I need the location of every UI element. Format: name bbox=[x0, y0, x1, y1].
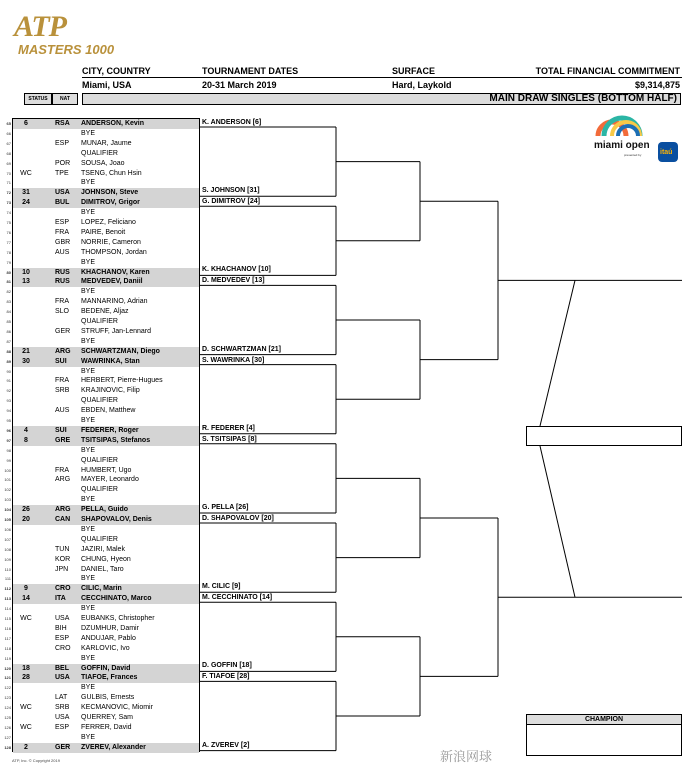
entry-status: 26 bbox=[22, 506, 30, 514]
entry-nationality: GRE bbox=[55, 436, 71, 444]
draw-position: 70 bbox=[6, 170, 11, 176]
draw-position: 120 bbox=[4, 665, 11, 671]
entry-player-name: ANDUJAR, Pablo bbox=[81, 634, 136, 642]
entry-player-name: KHACHANOV, Karen bbox=[81, 268, 150, 276]
draw-position: 81 bbox=[6, 279, 11, 285]
draw-position: 72 bbox=[6, 190, 11, 196]
atp-logo-text: ATP bbox=[14, 10, 67, 43]
entry-player-name: LOPEZ, Feliciano bbox=[81, 219, 136, 226]
entry-nationality: CRO bbox=[55, 585, 71, 593]
surface-label: SURFACE bbox=[392, 66, 436, 76]
entry-player-name: QUALIFIER bbox=[81, 397, 118, 405]
entry-status: 28 bbox=[22, 674, 30, 682]
entry-player-name: TSENG, Chun Hsin bbox=[81, 169, 142, 177]
entry-player-name: FERRER, David bbox=[81, 723, 132, 731]
entry-nationality: USA bbox=[55, 674, 70, 682]
draw-position: 98 bbox=[6, 447, 11, 453]
draw-position: 109 bbox=[4, 556, 11, 562]
entry-nationality: USA bbox=[55, 714, 70, 721]
draw-position: 114 bbox=[4, 606, 11, 612]
round-two-player: G. DIMITROV [24] bbox=[202, 198, 260, 206]
draw-position: 75 bbox=[6, 220, 11, 225]
draw-position: 97 bbox=[6, 437, 11, 443]
entry-player-name: TSITSIPAS, Stefanos bbox=[81, 436, 151, 444]
entry-status: 9 bbox=[24, 585, 28, 593]
entry-nationality: FRA bbox=[55, 377, 69, 385]
draw-position: 66 bbox=[6, 130, 11, 136]
draw-position: 122 bbox=[4, 685, 11, 691]
round-two-player: S. JOHNSON [31] bbox=[202, 187, 260, 195]
entry-nationality: CAN bbox=[55, 516, 71, 523]
draw-position: 76 bbox=[6, 229, 11, 235]
entry-nationality: RSA bbox=[55, 120, 70, 127]
entry-player-name: QUALIFIER bbox=[81, 149, 118, 157]
draw-position: 102 bbox=[4, 487, 11, 493]
entry-nationality: SUI bbox=[55, 357, 67, 365]
entry-status: 31 bbox=[22, 189, 30, 197]
entry-player-name: MANNARINO, Adrian bbox=[81, 298, 148, 306]
bracket-line bbox=[540, 446, 575, 597]
entry-player-name: FEDERER, Roger bbox=[81, 426, 139, 434]
draw-position: 113 bbox=[4, 596, 11, 602]
entry-player-name: NORRIE, Cameron bbox=[81, 238, 141, 246]
draw-position: 123 bbox=[4, 695, 11, 701]
round-two-player: G. PELLA [26] bbox=[202, 504, 249, 511]
bracket-line bbox=[540, 280, 575, 426]
round-two-player: D. SCHWARTZMAN [21] bbox=[202, 345, 281, 353]
draw-position: 85 bbox=[6, 319, 11, 324]
draw-position: 90 bbox=[6, 368, 11, 374]
draw-title: MAIN DRAW SINGLES (BOTTOM HALF) bbox=[82, 93, 681, 105]
entry-player-name: BYE bbox=[81, 367, 96, 375]
champion-label: CHAMPION bbox=[527, 715, 681, 725]
entry-status: 6 bbox=[24, 120, 28, 127]
draw-position: 116 bbox=[4, 625, 11, 631]
entry-nationality: ESP bbox=[55, 139, 70, 147]
draw-position: 126 bbox=[4, 724, 11, 730]
dates-label: TOURNAMENT DATES bbox=[202, 66, 299, 76]
entry-player-name: EBDEN, Matthew bbox=[81, 407, 136, 415]
entry-nationality: SRB bbox=[55, 704, 70, 712]
commitment-value: $9,314,875 bbox=[634, 80, 680, 90]
draw-position: 65 bbox=[6, 121, 11, 126]
status-column-header: STATUS bbox=[24, 93, 52, 105]
draw-position: 95 bbox=[6, 418, 11, 423]
surface-value: Hard, Laykold bbox=[392, 80, 452, 90]
entry-player-name: ZVEREV, Alexander bbox=[81, 743, 146, 751]
draw-position: 82 bbox=[6, 289, 11, 295]
draw-position: 96 bbox=[6, 427, 11, 433]
entry-player-name: QUALIFIER bbox=[81, 486, 118, 494]
entry-player-name: MEDVEDEV, Daniil bbox=[81, 278, 143, 286]
entry-player-name: BYE bbox=[81, 525, 96, 533]
draw-position: 106 bbox=[4, 526, 11, 532]
entry-status: 18 bbox=[22, 664, 30, 672]
entry-player-name: BYE bbox=[81, 417, 96, 424]
draw-position: 88 bbox=[6, 348, 11, 354]
entry-player-name: QUERREY, Sam bbox=[81, 714, 133, 721]
entry-player-name: GULBIS, Ernests bbox=[81, 694, 135, 702]
entry-nationality: RUS bbox=[55, 278, 70, 286]
partner-name: itaú bbox=[660, 149, 673, 156]
entry-player-name: KRAJINOVIC, Filip bbox=[81, 387, 140, 395]
entry-nationality: AUS bbox=[55, 248, 70, 256]
entry-status: 24 bbox=[22, 199, 30, 207]
draw-position: 103 bbox=[4, 497, 11, 503]
entry-player-name: ANDERSON, Kevin bbox=[81, 120, 145, 127]
entry-nationality: BIH bbox=[55, 624, 67, 632]
entry-nationality: TUN bbox=[55, 545, 70, 553]
city-label: CITY, COUNTRY bbox=[82, 66, 151, 76]
entry-status: WC bbox=[20, 723, 32, 731]
entry-player-name: MAYER, Leonardo bbox=[81, 476, 139, 484]
nat-column-header: NAT bbox=[52, 93, 78, 105]
entry-nationality: JPN bbox=[55, 565, 69, 573]
draw-position: 110 bbox=[4, 566, 11, 572]
entry-status: 10 bbox=[22, 268, 30, 276]
draw-position: 71 bbox=[6, 180, 11, 186]
draw-position: 105 bbox=[4, 517, 11, 522]
round-two-player: A. ZVEREV [2] bbox=[202, 741, 250, 749]
entry-status: WC bbox=[20, 704, 32, 712]
entry-player-name: BYE bbox=[81, 446, 96, 454]
entry-nationality: ARG bbox=[55, 347, 71, 355]
draw-position: 91 bbox=[6, 378, 11, 384]
entry-player-name: SHAPOVALOV, Denis bbox=[81, 516, 152, 523]
entry-player-name: PELLA, Guido bbox=[81, 506, 129, 514]
draw-position: 112 bbox=[4, 586, 11, 592]
entry-player-name: HERBERT, Pierre-Hugues bbox=[81, 377, 163, 385]
entry-player-name: KARLOVIC, Ivo bbox=[81, 644, 130, 652]
entry-nationality: SLO bbox=[55, 308, 70, 316]
round-two-player: F. TIAFOE [28] bbox=[202, 673, 250, 681]
entry-player-name: PAIRE, Benoit bbox=[81, 228, 126, 236]
entry-player-name: CECCHINATO, Marco bbox=[81, 595, 152, 603]
entry-player-name: BYE bbox=[81, 733, 96, 741]
draw-position: 128 bbox=[4, 744, 11, 750]
draw-position: 125 bbox=[4, 715, 11, 720]
entry-status: 20 bbox=[22, 516, 30, 523]
round-two-player: K. ANDERSON [6] bbox=[202, 119, 262, 126]
draw-position: 101 bbox=[4, 477, 11, 483]
entry-player-name: JOHNSON, Steve bbox=[81, 189, 139, 197]
draw-position: 79 bbox=[6, 259, 11, 265]
entry-nationality: USA bbox=[55, 189, 70, 197]
entry-player-name: BYE bbox=[81, 605, 96, 613]
entry-nationality: BUL bbox=[55, 199, 70, 207]
entry-nationality: POR bbox=[55, 159, 71, 167]
draw-position: 121 bbox=[4, 675, 11, 681]
draw-position: 80 bbox=[6, 269, 11, 275]
draw-position: 100 bbox=[4, 467, 11, 473]
draw-position: 86 bbox=[6, 328, 11, 334]
entry-nationality: ITA bbox=[55, 595, 66, 603]
entry-nationality: GER bbox=[55, 327, 71, 335]
draw-position: 111 bbox=[4, 576, 11, 582]
draw-position: 67 bbox=[6, 140, 11, 146]
draw-position: 124 bbox=[4, 705, 11, 711]
draw-position: 74 bbox=[6, 210, 11, 216]
entry-player-name: WAWRINKA, Stan bbox=[81, 357, 140, 365]
entry-nationality: ESP bbox=[55, 634, 70, 642]
draw-position: 77 bbox=[6, 239, 11, 245]
entry-nationality: FRA bbox=[55, 466, 69, 474]
draw-position: 99 bbox=[6, 457, 11, 463]
entry-player-name: BYE bbox=[81, 684, 96, 692]
entry-nationality: GBR bbox=[55, 238, 71, 246]
entry-player-name: DIMITROV, Grigor bbox=[81, 199, 140, 207]
entry-status: WC bbox=[20, 615, 32, 622]
copyright-footer: ATP, Inc. © Copyright 2019 bbox=[12, 758, 60, 763]
draw-position: 119 bbox=[4, 655, 11, 661]
entry-status: 21 bbox=[22, 347, 30, 355]
entry-nationality: FRA bbox=[55, 298, 69, 306]
entry-player-name: SOUSA, Joao bbox=[81, 159, 125, 167]
round-two-player: D. GOFFIN [18] bbox=[202, 662, 252, 670]
draw-position: 83 bbox=[6, 299, 11, 305]
draw-position: 68 bbox=[6, 150, 11, 156]
entry-status: 4 bbox=[24, 426, 28, 434]
entry-player-name: BYE bbox=[81, 337, 96, 345]
draw-position: 127 bbox=[4, 734, 11, 740]
entry-player-name: STRUFF, Jan-Lennard bbox=[81, 327, 152, 335]
entry-status: 30 bbox=[22, 357, 30, 365]
round-two-player: D. SHAPOVALOV [20] bbox=[202, 515, 274, 522]
draw-position: 115 bbox=[4, 616, 11, 621]
entry-nationality: SUI bbox=[55, 426, 67, 434]
entry-player-name: BYE bbox=[81, 179, 96, 187]
entry-nationality: LAT bbox=[55, 694, 68, 702]
entry-status: 14 bbox=[22, 595, 30, 603]
round-two-player: S. WAWRINKA [30] bbox=[202, 356, 265, 364]
entry-player-name: THOMPSON, Jordan bbox=[81, 248, 147, 256]
draw-position: 118 bbox=[4, 645, 11, 651]
entry-status: 8 bbox=[24, 436, 28, 444]
entry-player-name: BYE bbox=[81, 209, 96, 217]
entry-status: 13 bbox=[22, 278, 30, 286]
entry-nationality: GER bbox=[55, 743, 71, 751]
draw-position: 93 bbox=[6, 398, 11, 404]
entry-player-name: BYE bbox=[81, 129, 96, 137]
entry-player-name: CHUNG, Hyeon bbox=[81, 555, 131, 563]
weibo-watermark: 新浪网球 bbox=[440, 749, 493, 764]
entry-nationality: SRB bbox=[55, 387, 70, 395]
draw-position: 107 bbox=[4, 536, 11, 542]
draw-position: 73 bbox=[6, 200, 11, 206]
entry-player-name: QUALIFIER bbox=[81, 535, 118, 543]
entry-player-name: EUBANKS, Christopher bbox=[81, 615, 155, 622]
semifinal-winner-box bbox=[526, 426, 682, 446]
dates-value: 20-31 March 2019 bbox=[202, 80, 277, 90]
entry-player-name: SCHWARTZMAN, Diego bbox=[81, 347, 160, 355]
draw-position: 84 bbox=[6, 309, 11, 315]
entry-player-name: DANIEL, Taro bbox=[81, 565, 124, 573]
draw-position: 108 bbox=[4, 546, 11, 552]
entry-player-name: HUMBERT, Ugo bbox=[81, 466, 132, 474]
entry-player-name: JAZIRI, Malek bbox=[81, 545, 125, 553]
entry-status: 2 bbox=[24, 743, 28, 751]
entry-nationality: AUS bbox=[55, 407, 70, 415]
entry-nationality: KOR bbox=[55, 555, 71, 563]
round-two-player: M. CILIC [9] bbox=[202, 583, 241, 591]
entry-nationality: CRO bbox=[55, 644, 71, 652]
entry-nationality: ESP bbox=[55, 723, 70, 731]
entry-status: WC bbox=[20, 169, 32, 177]
draw-position: 89 bbox=[6, 358, 11, 364]
entry-player-name: TIAFOE, Frances bbox=[81, 674, 138, 682]
round-two-player: R. FEDERER [4] bbox=[202, 424, 255, 432]
commitment-label: TOTAL FINANCIAL COMMITMENT bbox=[535, 66, 680, 76]
draw-position: 104 bbox=[4, 507, 11, 513]
entry-nationality: ARG bbox=[55, 506, 71, 514]
entry-nationality: ESP bbox=[55, 219, 70, 226]
entry-player-name: QUALIFIER bbox=[81, 318, 118, 325]
entry-player-name: DZUMHUR, Damir bbox=[81, 624, 139, 632]
round-two-player: S. TSITSIPAS [8] bbox=[202, 435, 257, 443]
masters-1000-text: MASTERS 1000 bbox=[18, 42, 115, 57]
round-two-player: K. KHACHANOV [10] bbox=[202, 266, 271, 274]
sponsor-tag: presented by bbox=[624, 153, 642, 157]
entry-player-name: KECMANOVIC, Miomir bbox=[81, 704, 153, 712]
draw-position: 94 bbox=[6, 408, 11, 414]
entry-player-name: CILIC, Marin bbox=[81, 585, 122, 593]
entry-player-name: BYE bbox=[81, 258, 96, 266]
round-two-player: D. MEDVEDEV [13] bbox=[202, 277, 265, 285]
entry-nationality: TPE bbox=[55, 169, 69, 177]
entry-nationality: FRA bbox=[55, 228, 69, 236]
entry-player-name: BYE bbox=[81, 575, 96, 583]
entry-player-name: MUNAR, Jaume bbox=[81, 139, 132, 147]
city-value: Miami, USA bbox=[82, 80, 132, 90]
entry-player-name: GOFFIN, David bbox=[81, 664, 131, 672]
draw-position: 117 bbox=[4, 635, 11, 641]
champion-box bbox=[526, 714, 682, 756]
entry-player-name: BYE bbox=[81, 654, 96, 662]
entry-player-name: QUALIFIER bbox=[81, 456, 118, 464]
entry-player-name: BEDENE, Aljaz bbox=[81, 308, 129, 316]
entry-nationality: BEL bbox=[55, 664, 69, 672]
draw-position: 92 bbox=[6, 388, 11, 394]
entry-nationality: ARG bbox=[55, 476, 71, 484]
entry-nationality: RUS bbox=[55, 268, 70, 276]
sponsor-name: miami open bbox=[594, 140, 650, 151]
entry-nationality: USA bbox=[55, 615, 70, 622]
round-two-player: M. CECCHINATO [14] bbox=[202, 594, 273, 602]
draw-position: 78 bbox=[6, 249, 11, 255]
entry-player-name: BYE bbox=[81, 496, 96, 504]
draw-position: 87 bbox=[6, 338, 11, 344]
draw-position: 69 bbox=[6, 160, 11, 166]
entry-player-name: BYE bbox=[81, 288, 96, 296]
